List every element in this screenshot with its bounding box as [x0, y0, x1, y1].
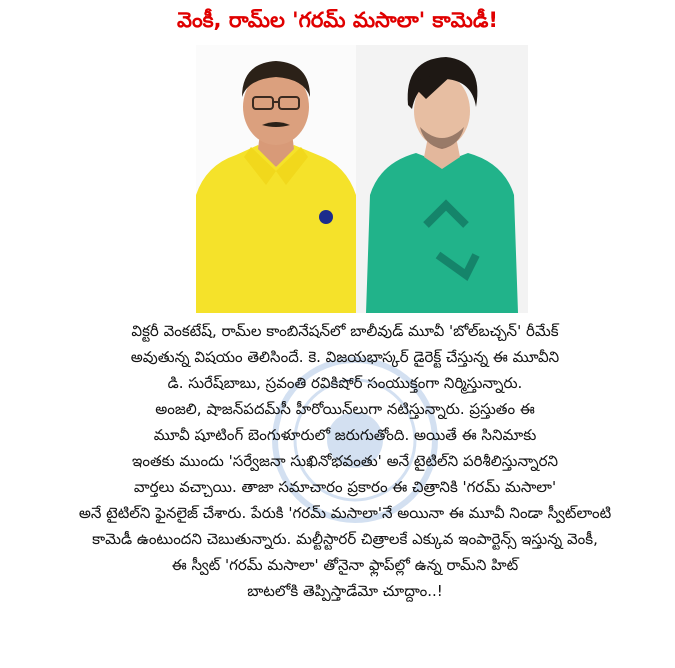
article-line: మూవీ షూటింగ్ బెంగుళూరులో జరుగుతోంది. అయితే ఈ సినిమాకు	[153, 426, 537, 444]
article-line: అవుతున్న విషయం తెలిసిందే. కె. విజయభాస్కర్ డైరెక్ట్ చేస్తున్న ఈ మూవీని	[130, 348, 560, 366]
article-photo	[196, 45, 528, 313]
article-line: విక్టరీ వెంకటేష్, రామ్‌ల కాంబినేషన్‌లో బాలీవుడ్ మూవీ 'బోల్‌బచ్చన్' రీమేక్	[131, 322, 559, 340]
photo-left-portrait	[196, 45, 356, 313]
portrait-green-shirt	[356, 45, 528, 313]
article-line: ఇంతకు ముందు 'సర్వేజనా సుఖినోభవంతు' అనే టైటిల్‌ని పరిశీలిస్తున్నారని	[132, 452, 558, 470]
article-line: కామెడీ ఉంటుందని చెబుతున్నారు. మల్టీస్టారర్ చిత్రాలకే ఎక్కువ ఇంపార్టెన్స్ ఇస్తున్న వెంకీ,	[92, 530, 598, 548]
article-line: బాటలోకి తెప్పిస్తాడేమో చూద్దాం..!	[247, 582, 443, 600]
article-line: ఈ స్వీట్ 'గరమ్ మసాలా' తోనైనా ఫ్లాప్‌ల్లో ఉన్న రామ్‌ని హిట్	[171, 556, 519, 574]
article-body	[40, 318, 650, 604]
portrait-yellow-shirt	[196, 45, 356, 313]
article-line: అనే టైటిల్‌ని ఫైనలైజ్ చేశారు. పేరుకి 'గరమ్ మసాలా'నే అయినా ఈ మూవీ నిండా స్వీట్‌లాంటి	[78, 504, 612, 522]
article-line: అంజలి, షాజన్‌పదమ్‌సీ హీరోయిన్‌లుగా నటిస్తున్నారు. ప్రస్తుతం ఈ	[155, 400, 535, 418]
article-line: వార్తలు వచ్చాయి. తాజా సమాచారం ప్రకారం ఈ చిత్రానికి 'గరమ్ మసాలా'	[133, 478, 557, 496]
photo-right-portrait	[356, 45, 528, 313]
article-line: డి. సురేష్‌బాబు, స్రవంతి రవికిషోర్ సంయుక్తంగా నిర్మిస్తున్నారు.	[167, 374, 523, 392]
article-headline: వెంకీ, రామ్‌ల 'గరమ్ మసాలా' కామెడీ!	[177, 8, 498, 32]
